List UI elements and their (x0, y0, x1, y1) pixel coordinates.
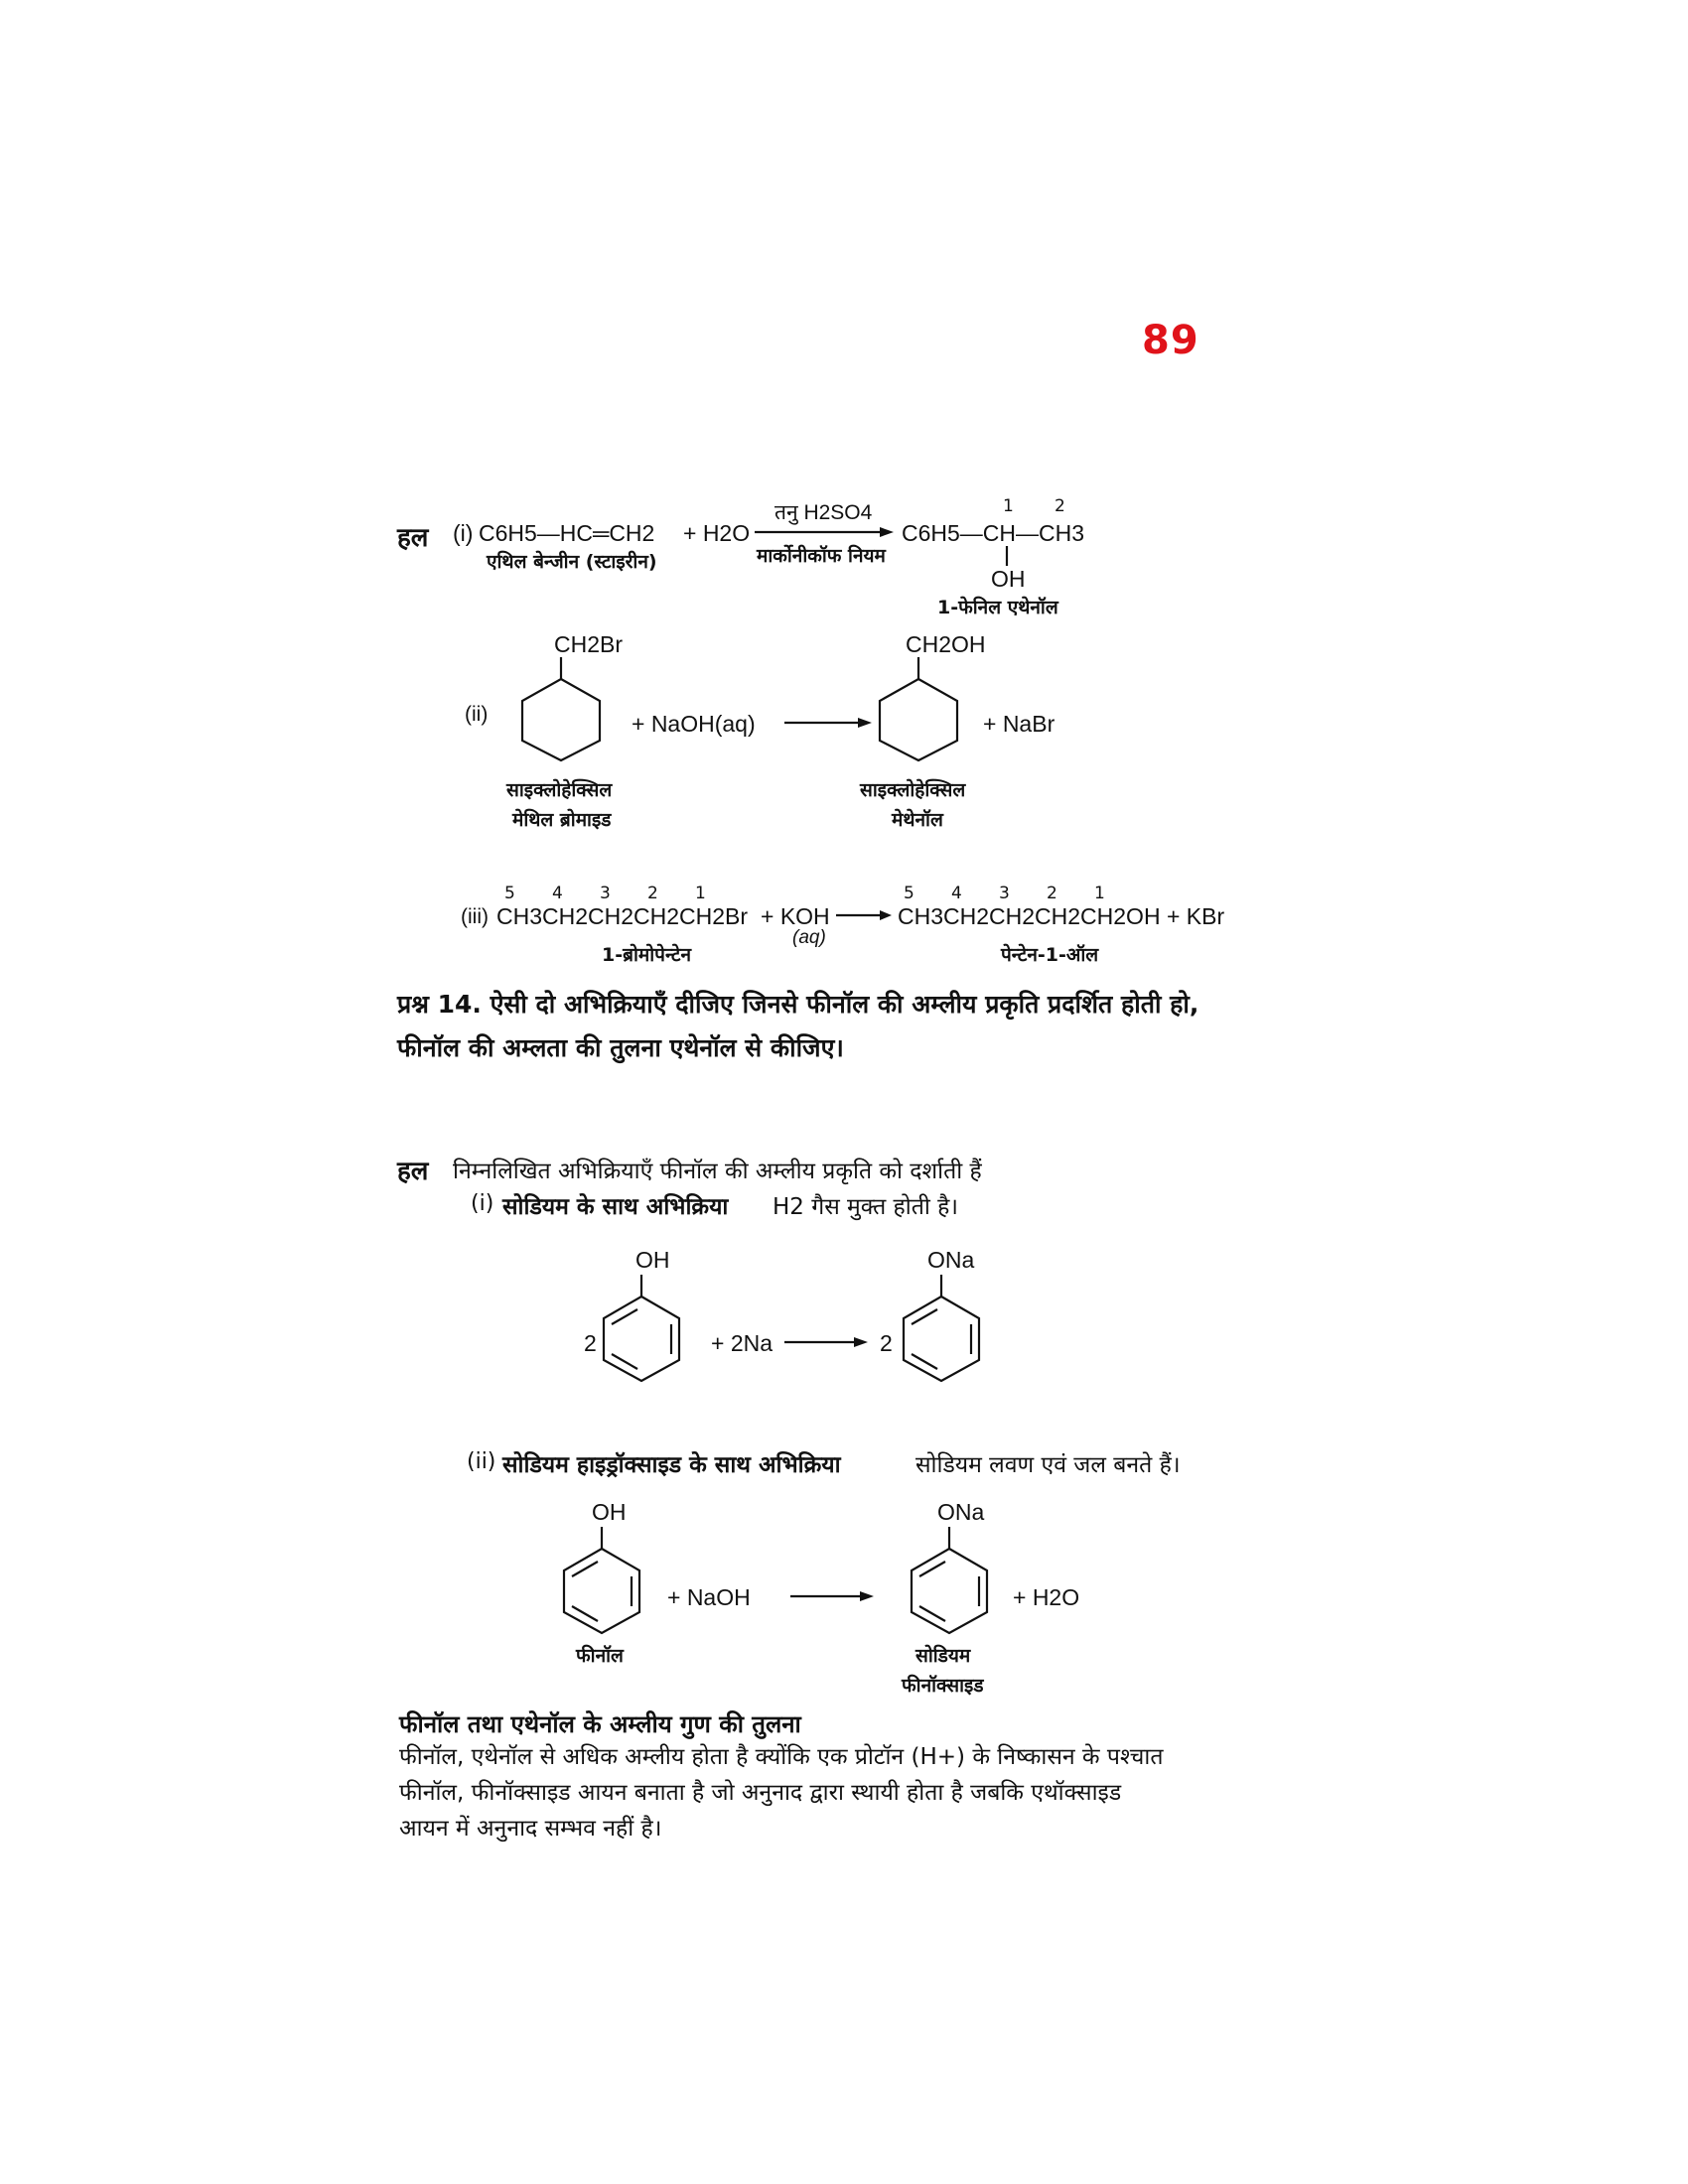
carbon-number-2: 2 (1055, 496, 1065, 516)
reactant-carbon-1: 1 (695, 884, 706, 903)
bromopentane-name: 1-ब्रोमोपेन्टेन (602, 944, 692, 966)
carbon-number-1: 1 (1003, 496, 1014, 516)
benzene-ring-phenoxide-ii (908, 1527, 991, 1634)
part-iii-index: (iii) (461, 905, 489, 928)
koh-reagent: + KOH (761, 903, 830, 929)
reactant-carbon-3: 3 (600, 884, 611, 903)
bromopentane-formula: CH3CH2CH2CH2CH2Br (496, 903, 749, 929)
markovnikov-rule-label: मार्कोनीकॉफ नियम (757, 545, 886, 567)
product-carbon-1: 1 (1094, 884, 1105, 903)
left-product-name-2: मेथिल ब्रोमाइड (512, 809, 612, 831)
sodium-phenoxide-ona-i: ONa (927, 1247, 975, 1273)
sol14-part-i-index: (i) (471, 1191, 494, 1216)
ch2br-group: CH2Br (554, 631, 624, 657)
question-14-line-1: प्रश्न 14. ऐसी दो अभिक्रियाएँ दीजिए जिनसे फीनॉल की अम्लीय प्रकृति प्रदर्शित होती हो, (397, 990, 1199, 1019)
pentanol-formula: CH3CH2CH2CH2CH2OH + KBr (898, 903, 1225, 929)
cyclohexane-ring-left (516, 657, 606, 761)
sodium-reaction-title: सोडियम के साथ अभिक्रिया (502, 1194, 729, 1220)
coefficient-right: 2 (880, 1330, 893, 1356)
reactant-carbon-5: 5 (504, 884, 515, 903)
sodium-phenoxide-name-1: सोडियम (915, 1645, 971, 1667)
naoh-reaction-title: सोडियम हाइड्रॉक्साइड के साथ अभिक्रिया (502, 1452, 841, 1478)
question-14-line-2: फीनॉल की अम्लता की तुलना एथेनॉल से कीजिए। (397, 1033, 844, 1062)
phenylethanol-name: 1-फेनिल एथेनॉल (937, 597, 1058, 618)
right-product-name-2: मेथेनॉल (892, 809, 943, 831)
question-14 (397, 983, 1251, 1070)
right-product-name-1: साइक्लोहेक्सिल (860, 779, 966, 801)
comparison-heading: फीनॉल तथा एथेनॉल के अम्लीय गुण की तुलना (399, 1710, 801, 1738)
benzene-ring-phenol-i (600, 1275, 683, 1382)
dilute-acid-label: तनु H2SO4 (774, 501, 873, 524)
part-ii-index: (ii) (465, 703, 489, 726)
sol14-part-ii-index: (ii) (467, 1449, 496, 1474)
aq-label: (aq) (792, 927, 826, 948)
reactant-carbon-4: 4 (552, 884, 563, 903)
sodium-phenoxide-ona-ii: ONa (937, 1499, 985, 1525)
phenol-name: फीनॉल (576, 1645, 624, 1667)
ch2oh-group: CH2OH (906, 631, 986, 657)
nabr-byproduct: + NaBr (983, 711, 1055, 737)
naoh-reagent: + NaOH (667, 1584, 751, 1610)
comparison-line-2: फीनॉल, फीनॉक्साइड आयन बनाता है जो अनुनाद द्वारा स्थायी होता है जबकि एथॉक्साइड (399, 1780, 1122, 1806)
product-carbon-3: 3 (999, 884, 1010, 903)
reaction-arrow-naoh (790, 1590, 874, 1602)
comparison-paragraph (399, 1739, 1249, 1846)
reaction-arrow-i (755, 526, 894, 538)
solution-label: हल (397, 523, 429, 553)
reaction-arrow-iii (836, 909, 892, 921)
cyclohexane-ring-right (874, 657, 963, 761)
phenol-oh-left: OH (635, 1247, 670, 1273)
coefficient-left: 2 (584, 1330, 597, 1356)
phenol-oh-ii: OH (592, 1499, 627, 1525)
benzene-ring-phenoxide-i (900, 1275, 983, 1382)
naoh-aq-reagent: + NaOH(aq) (632, 711, 756, 737)
pentanol-name: पेन्टेन-1-ऑल (1001, 944, 1099, 966)
solution-14-intro: निम्नलिखित अभिक्रियाएँ फीनॉल की अम्लीय प्रकृति को दर्शाती हैं (453, 1159, 982, 1184)
product-carbon-2: 2 (1047, 884, 1057, 903)
comparison-line-1: फीनॉल, एथेनॉल से अधिक अम्लीय होता है क्योंकि एक प्रोटॉन (H+) के निष्कासन के पश्चात (399, 1744, 1164, 1770)
water-reagent: + H2O (683, 520, 751, 546)
reactant-carbon-2: 2 (647, 884, 658, 903)
benzene-ring-phenol-ii (560, 1527, 643, 1634)
solution-14-label: हल (397, 1157, 429, 1186)
part-i-index: (i) (453, 520, 474, 546)
hydroxyl-group: OH (991, 566, 1026, 592)
water-byproduct: + H2O (1013, 1584, 1080, 1610)
styrene-formula: C6H5—HC═CH2 (479, 520, 655, 546)
oh-bond (1005, 546, 1009, 568)
comparison-line-3: आयन में अनुनाद सम्भव नहीं है। (399, 1816, 662, 1842)
page-number: 89 (1142, 318, 1199, 363)
product-carbon-4: 4 (951, 884, 962, 903)
sodium-phenoxide-name-2: फीनॉक्साइड (902, 1675, 984, 1697)
left-product-name-1: साइक्लोहेक्सिल (506, 779, 613, 801)
reaction-arrow-sodium (784, 1336, 868, 1348)
naoh-reaction-desc: सोडियम लवण एवं जल बनते हैं। (915, 1452, 1181, 1478)
styrene-name: एथिल बेन्जीन (स्टाइरीन) (487, 551, 657, 573)
phenylethanol-formula: C6H5—CH—CH3 (902, 520, 1085, 546)
reaction-arrow-ii (784, 717, 872, 729)
product-carbon-5: 5 (904, 884, 914, 903)
sodium-reagent: + 2Na (711, 1330, 774, 1356)
sodium-reaction-desc: H2 गैस मुक्त होती है। (773, 1194, 959, 1220)
